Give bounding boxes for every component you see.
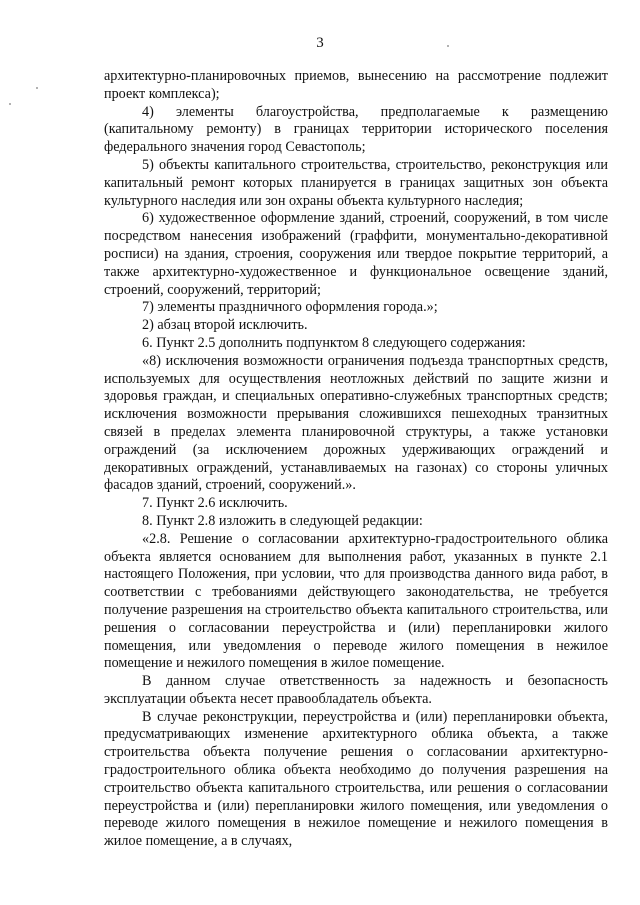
paragraph: 6) художественное оформление зданий, строений, сооружений, в том числе посредством нанесения изображений (граффити, монументально-декоративной росписи) на здания, строения, сооружения или твердое покрытие территорий, а также архитектурно-художественное и функциональное освещение зданий, строений, сооружений, территорий;	[104, 210, 608, 298]
paragraph: 8. Пункт 2.8 изложить в следующей редакции:	[142, 512, 423, 529]
paragraph: «8) исключения возможности ограничения подъезда транспортных средств, используемых для осуществления неотложных действий по защите жизни и здоровья граждан, и специальных оперативно-служебных транспортных средств; исключения возможности прерывания сложившихся пешеходных транзитных связей в пределах элемента планировочной структуры, а также установки ограждений (за исключением дорожных удерживающих ограждений и декоративных ограждений, устанавливаемых на газонах) со стороны уличных фасадов зданий, строений, сооружений.».	[104, 352, 608, 494]
paragraph: 5) объекты капитального строительства, строительство, реконструкция или капитальный ремонт которых планируется в границах защитных зон объекта культурного наследия или зон охраны объекта культурного наследия;	[104, 156, 608, 209]
paragraph: 7. Пункт 2.6 исключить.	[142, 495, 288, 512]
paragraph: 7) элементы праздничного оформления города.»;	[142, 299, 438, 316]
scan-speck	[36, 87, 38, 89]
paragraph: 4) элементы благоустройства, предполагаемые к размещению (капитальному ремонту) в границах территории исторического поселения федерального значения город Севастополь;	[104, 103, 608, 156]
paragraph: В данном случае ответственность за надежность и безопасность эксплуатации объекта несет правообладатель объекта.	[104, 673, 608, 707]
paragraph: «2.8. Решение о согласовании архитектурно-градостроительного облика объекта является основанием для выполнения работ, указанных в пункте 2.1 настоящего Положения, при условии, что для производства данного вида работ, в соответствии с требованиями действующего законодательства, не требуется получение разрешения на строительство объекта капитального строительства, или решения о согласовании переустройства и (или) перепланировки жилого помещения, или уведомления о переводе жилого помещения в нежилое помещение и нежилого помещения в жилое помещение.	[104, 530, 608, 672]
paragraph: В случае реконструкции, переустройства и (или) перепланировки объекта, предусматривающих изменение архитектурного облика объекта, а также строительства объекта получение решения о согласовании архитектурно-градостроительного облика объекта необходимо до получения разрешения на строительство объекта капитального строительства, или решения о согласовании переустройства и (или) перепланировки жилого помещения, или уведомления о переводе жилого помещения в нежилое помещение и нежилого помещения в жилое помещение, а в случаях,	[104, 708, 608, 850]
page-number: 3	[316, 35, 324, 51]
paragraph: архитектурно-планировочных приемов, вынесению на рассмотрение подлежит проект комплекса);	[104, 68, 608, 102]
scan-speck	[9, 103, 11, 105]
document-body	[104, 68, 608, 851]
scan-speck	[447, 45, 449, 47]
paragraph: 6. Пункт 2.5 дополнить подпунктом 8 следующего содержания:	[142, 334, 526, 351]
paragraph: 2) абзац второй исключить.	[142, 317, 308, 334]
